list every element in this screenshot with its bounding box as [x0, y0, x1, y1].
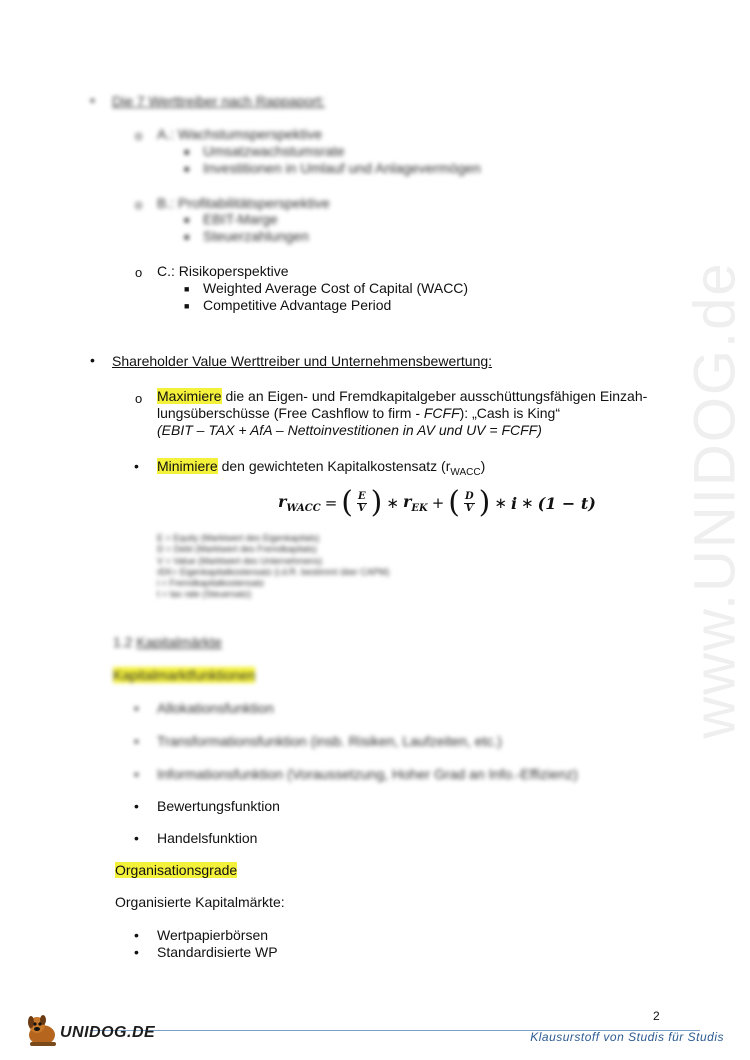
maximize-line-2 [157, 405, 560, 421]
rappaport-heading: Die 7 Werttreiber nach Rappaport: [112, 93, 325, 109]
maximize-highlight: Maximiere [157, 388, 222, 404]
square-bullet: ■ [184, 301, 190, 311]
section-title: Kapitalmärkte [136, 634, 222, 650]
square-bullet: ■ [184, 232, 190, 242]
formula-subscript: WACC [286, 503, 321, 514]
formula-plus: + [431, 494, 445, 512]
group-b-label: B.: Profitabilitätsperspektive [157, 195, 330, 211]
maximize-text: die an Eigen- und Fremdkapitalgeber ausschüttungsfähigen Einzah- [221, 388, 648, 404]
wacc-formula [278, 485, 596, 520]
logo-text[interactable]: UNIDOG.DE [60, 1024, 156, 1041]
maximize-text: ): „Cash is King“ [459, 405, 560, 421]
funktion-item: Allokationsfunktion [157, 700, 274, 716]
square-bullet: ■ [184, 215, 190, 225]
bullet-dot: • [134, 733, 139, 749]
minimize-highlight: Minimiere [157, 458, 218, 474]
formula-times: ∗ [386, 494, 399, 512]
circle-bullet: o [135, 197, 143, 212]
minimize-line [157, 458, 485, 478]
bullet-dot: • [134, 944, 139, 960]
fraction-denominator: V [357, 502, 366, 514]
fraction-numerator: D [465, 491, 474, 502]
formula-times: ∗ [521, 494, 534, 512]
formula-r: r [402, 492, 412, 511]
bullet-dot: • [134, 458, 139, 474]
formula-paren: ) [478, 485, 491, 520]
maximize-text: lungsüberschüsse (Free Cashflow to firm - [157, 405, 424, 421]
funktionen-heading [113, 667, 255, 683]
organisationsgrade-heading [115, 862, 237, 878]
watermark: www.UNIDOG.de [682, 261, 748, 739]
legend-line: t = tax rate (Steuersatz) [157, 589, 252, 600]
bullet-dot: • [134, 798, 139, 814]
minimize-text: ) [480, 458, 486, 474]
bullet-dot: • [90, 352, 95, 368]
bullet-dot: • [134, 700, 139, 716]
formula-subscript: EK [411, 503, 428, 514]
fcff-definition: (EBIT – TAX + AfA – Nettoinvestitionen in AV und UV = FCFF) [157, 422, 542, 438]
legend-line: E = Equity (Marktwert des Eigenkapitals) [157, 533, 320, 543]
bullet-dot: • [90, 92, 95, 108]
formula-tail: (1 − t) [537, 493, 596, 513]
legend-line: rEK= Eigenkapitalkostensatz (i.d.R. bestimmt über CAPM) [157, 566, 390, 577]
group-b-item: Steuerzahlungen [203, 228, 309, 244]
formula-paren: ( [448, 485, 460, 520]
legend-line: i = Fremdkapitalkostensatz [157, 578, 265, 589]
fraction-numerator: E [358, 491, 366, 502]
section-heading [113, 634, 222, 650]
org-item: Standardisierte WP [157, 944, 278, 960]
organisationsgrade-highlight: Organisationsgrade [115, 862, 238, 878]
square-bullet: ■ [184, 147, 190, 157]
funktion-item: Bewertungsfunktion [157, 798, 280, 814]
square-bullet: ■ [184, 284, 190, 294]
legend-line: V = Value (Marktwert des Unternehmens) [157, 555, 323, 566]
shareholder-heading: Shareholder Value Werttreiber und Unternehmensbewertung: [112, 353, 493, 369]
maximize-line-1 [157, 388, 647, 404]
square-bullet: ■ [184, 164, 190, 174]
minimize-text: den gewichteten Kapitalkostensatz (r [217, 458, 451, 474]
group-a-label: A.: Wachstumsperspektive [157, 126, 323, 142]
funktion-item: Transformationsfunktion (insb. Risiken, Laufzeiten, etc.) [157, 733, 502, 749]
page-number: 2 [653, 1009, 660, 1023]
formula-fraction-dv [464, 492, 475, 514]
circle-bullet: o [135, 265, 143, 280]
group-a-item: Investitionen in Umlauf und Anlagevermögen [203, 160, 481, 176]
fraction-denominator: V [465, 502, 474, 514]
circle-bullet: o [135, 128, 143, 143]
footer-tagline: Klausurstoff von Studis für Studis [530, 1030, 724, 1044]
formula-fraction-ev [357, 492, 367, 514]
funktion-item: Handelsfunktion [157, 830, 258, 846]
funktionen-highlight: Kapitalmarktfunktionen [113, 667, 256, 683]
formula-paren: ( [341, 485, 354, 520]
group-a-item: Umsatzwachstumsrate [203, 143, 345, 159]
circle-bullet: o [135, 391, 143, 406]
group-c-label: C.: Risikoperspektive [157, 263, 289, 279]
formula-equals: = [324, 494, 338, 512]
formula-legend [157, 533, 389, 601]
dog-logo-icon [22, 1013, 62, 1047]
group-c-item: Competitive Advantage Period [203, 297, 392, 313]
formula-paren: ) [370, 485, 383, 520]
formula-i: i [510, 493, 518, 513]
org-item: Wertpapierbörsen [157, 927, 269, 943]
wacc-subscript: WACC [450, 467, 481, 478]
group-b-item: EBIT-Marge [203, 211, 278, 227]
group-c-item: Weighted Average Cost of Capital (WACC) [203, 280, 469, 296]
legend-line: D = Debt (Marktwert des Fremdkapitals) [157, 544, 317, 555]
formula-r: r [278, 492, 287, 511]
formula-times: ∗ [494, 494, 507, 512]
funktion-item: Informationsfunktion (Voraussetzung, Hoher Grad an Info.-Effizienz) [157, 766, 578, 782]
bullet-dot: • [134, 766, 139, 782]
fcff-term: FCFF [423, 405, 460, 421]
section-number: 1.2 [113, 634, 137, 650]
bullet-dot: • [134, 927, 139, 943]
organisierte-heading: Organisierte Kapitalmärkte: [115, 894, 285, 910]
bullet-dot: • [134, 830, 139, 846]
